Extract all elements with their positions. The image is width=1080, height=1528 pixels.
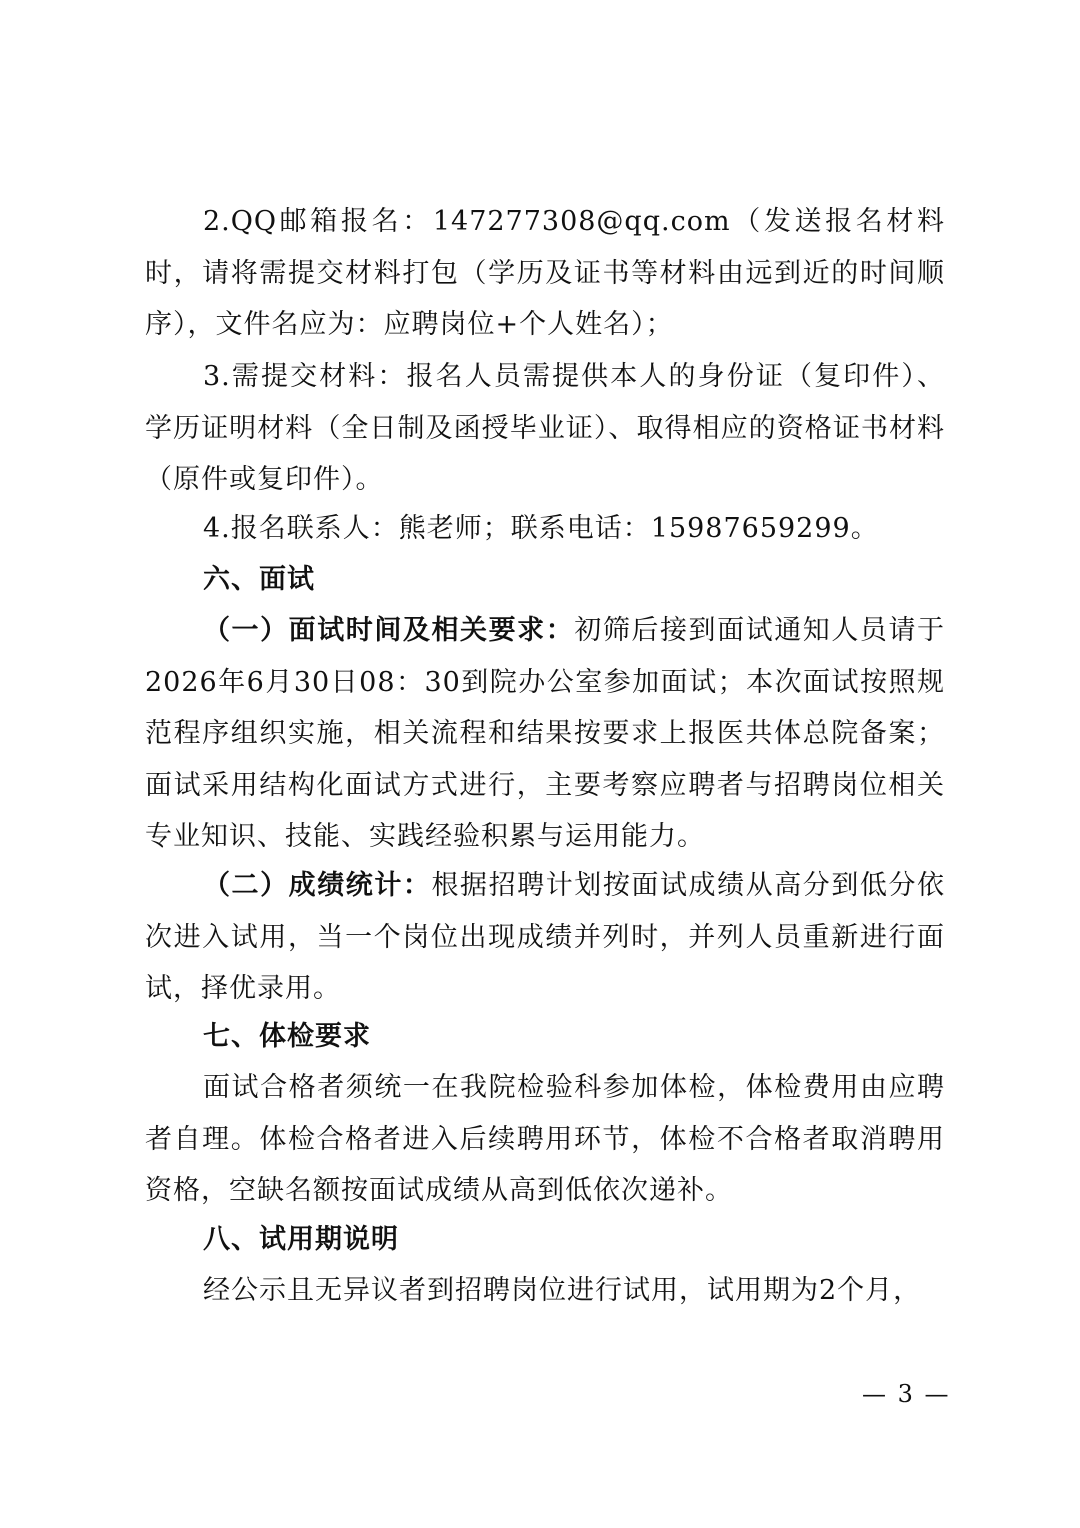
paragraph-qq-email: 2.QQ邮箱报名：147277308@qq.com（发送报名材料时，请将需提交材料打包（学历及证书等材料由远到近的时间顺序），文件名应为：应聘岗位+个人姓名）； xyxy=(145,206,945,340)
text-interview-time: 初筛后接到面试通知人员请于2026年6月30日08：30到院办公室参加面试；本次面试按照规范程序组织实施，相关流程和结果按要求上报医共体总院备案；面试采用结构化面试方式进行，主要考察应聘者与招聘岗位相关专业知识、技能、实践经验积累与运用能力。 xyxy=(145,615,946,852)
heading-physical-exam: 七、体检要求 xyxy=(203,1021,371,1052)
label-interview-time: （一）面试时间及相关要求： xyxy=(203,615,575,646)
paragraph-required-materials: 3.需提交材料：报名人员需提供本人的身份证（复印件）、学历证明材料（全日制及函授毕业证）、取得相应的资格证书材料（原件或复印件）。 xyxy=(145,361,945,495)
heading-interview: 六、面试 xyxy=(203,564,315,595)
paragraph-contact: 4.报名联系人：熊老师；联系电话：15987659299。 xyxy=(203,513,879,544)
paragraph-interview-time xyxy=(145,605,945,863)
paragraph-probation: 经公示且无异议者到招聘岗位进行试用，试用期为2个月， xyxy=(203,1275,922,1306)
paragraph-physical-exam: 面试合格者须统一在我院检验科参加体检，体检费用由应聘者自理。体检合格者进入后续聘用环节，体检不合格者取消聘用资格，空缺名额按面试成绩从高到低依次递补。 xyxy=(145,1072,945,1206)
page-number: — 3 — xyxy=(862,1380,951,1408)
text-score-statistics: 根据招聘计划按面试成绩从高分到低分依次进入试用，当一个岗位出现成绩并列时，并列人员重新进行面试，择优录用。 xyxy=(145,870,946,1004)
heading-probation: 八、试用期说明 xyxy=(203,1224,399,1255)
paragraph-score-statistics xyxy=(145,860,945,1015)
label-score-statistics: （二）成绩统计： xyxy=(203,870,432,901)
